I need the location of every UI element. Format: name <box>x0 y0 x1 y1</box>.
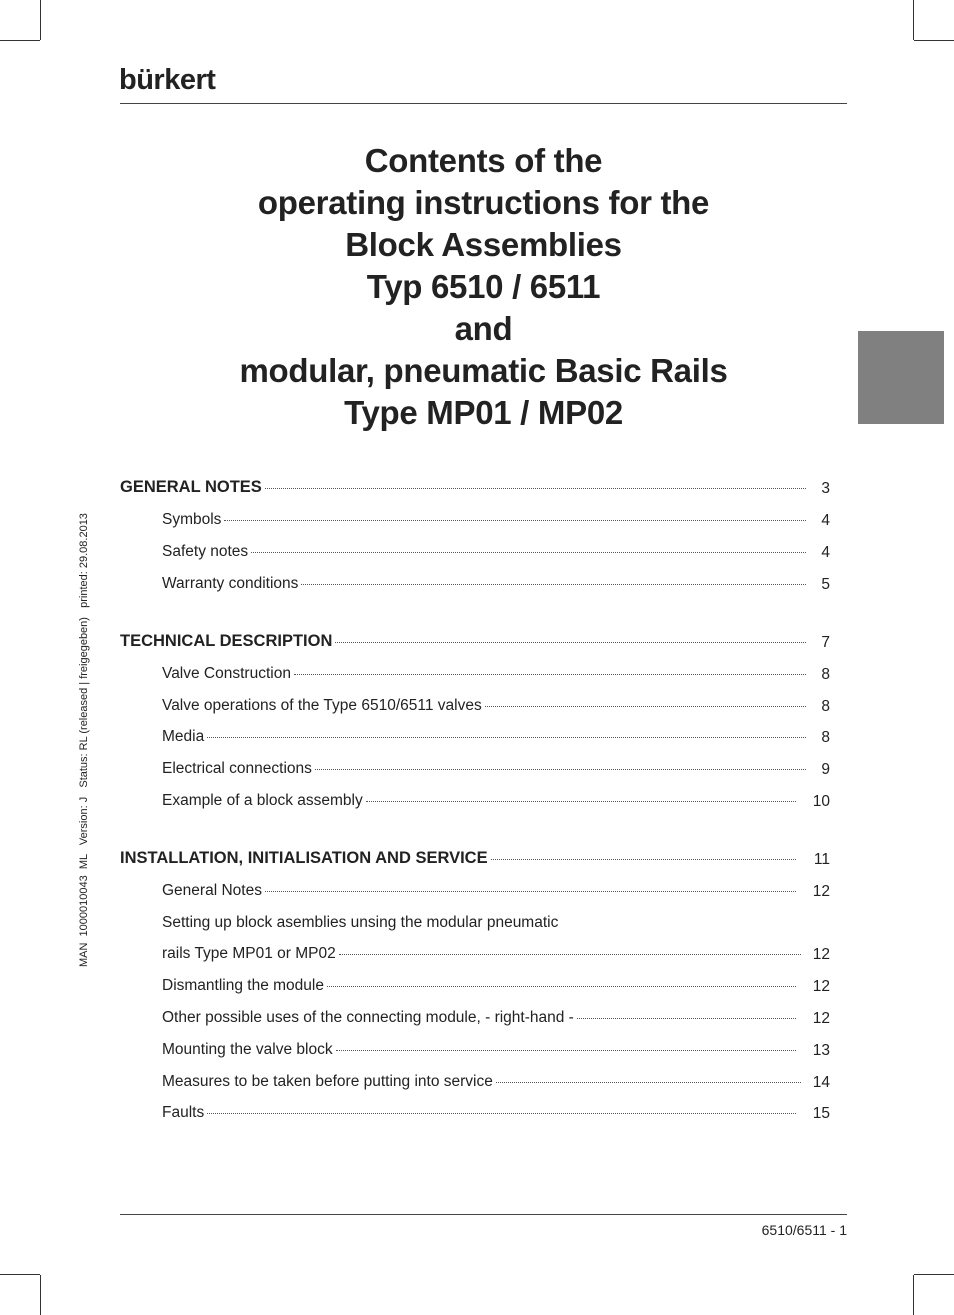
dot-leader <box>335 642 806 643</box>
toc-page-number: 8 <box>821 666 830 683</box>
toc-item-valve-construction[interactable] <box>162 665 809 683</box>
toc-item-label: Electrical connections <box>162 760 312 777</box>
toc-item-dismantling-module[interactable] <box>162 977 799 995</box>
toc-page-number: 9 <box>821 761 830 778</box>
toc-page-number: 4 <box>821 544 830 561</box>
toc-item-setting-up-block-assemblies[interactable] <box>162 945 804 963</box>
dot-leader <box>265 891 796 892</box>
toc-page-number: 12 <box>812 1010 830 1027</box>
crop-mark <box>40 1275 41 1315</box>
toc-page-number: 14 <box>812 1074 830 1091</box>
dot-leader <box>301 584 806 585</box>
dot-leader <box>485 706 806 707</box>
toc-item-faults[interactable] <box>162 1104 799 1122</box>
crop-mark <box>40 0 41 40</box>
toc-item-valve-operations[interactable] <box>162 697 809 715</box>
toc-item-label[interactable]: Setting up block asemblies unsing the modular pneumatic <box>162 914 559 931</box>
toc-item-label: Media <box>162 728 205 745</box>
crop-mark <box>914 40 954 41</box>
toc-item-warranty-conditions[interactable] <box>162 575 809 593</box>
toc-page-number: 7 <box>821 634 830 651</box>
toc-item-general-notes[interactable] <box>162 882 799 900</box>
toc-item-connecting-module-uses[interactable] <box>162 1009 799 1027</box>
dot-leader <box>327 986 796 987</box>
toc-section-title: GENERAL NOTES <box>120 478 262 496</box>
title-line: modular, pneumatic Basic Rails <box>239 352 728 389</box>
toc-item-label: Mounting the valve block <box>162 1041 333 1058</box>
toc-item-label: Safety notes <box>162 543 249 560</box>
title-line: and <box>454 310 513 347</box>
toc-item-block-assembly-example[interactable] <box>162 792 799 810</box>
dot-leader <box>366 801 796 802</box>
toc-item-symbols[interactable] <box>162 511 809 529</box>
burkert-logo: bürkert <box>119 64 216 96</box>
page-footer: 6510/6511 - 1 <box>761 1222 847 1238</box>
toc-page-number: 13 <box>812 1042 830 1059</box>
document-status-text: MAN 1000010043 ML Version: J Status: RL (released | freigegeben) printed: 29.08.2013 <box>78 513 90 967</box>
header-rule <box>120 103 847 104</box>
dot-leader <box>339 954 801 955</box>
title-line: Contents of the <box>364 142 603 179</box>
toc-section-technical-description[interactable] <box>120 632 809 651</box>
dot-leader <box>294 674 806 675</box>
toc-page-number: 12 <box>812 883 830 900</box>
toc-section-installation[interactable] <box>120 849 799 868</box>
toc-item-label: Measures to be taken before putting into service <box>162 1073 493 1090</box>
title-line: Typ 6510 / 6511 <box>366 268 601 305</box>
toc-item-label: Valve Construction <box>162 665 291 682</box>
dot-leader <box>315 769 806 770</box>
crop-mark <box>0 40 40 41</box>
crop-mark <box>913 0 914 40</box>
dot-leader <box>496 1082 801 1083</box>
toc-item-label: Symbols <box>162 511 222 528</box>
toc-page-number: 8 <box>821 729 830 746</box>
toc-item-label: Dismantling the module <box>162 977 324 994</box>
crop-mark <box>914 1274 954 1275</box>
dot-leader <box>207 1113 796 1114</box>
dot-leader <box>207 737 806 738</box>
toc-item-media[interactable] <box>162 728 809 746</box>
dot-leader <box>336 1050 796 1051</box>
dot-leader <box>577 1018 796 1019</box>
footer-rule <box>120 1214 847 1215</box>
toc-item-measures-before-service[interactable] <box>162 1073 804 1091</box>
toc-item-electrical-connections[interactable] <box>162 760 809 778</box>
dot-leader <box>224 520 806 521</box>
toc-page-number: 11 <box>813 851 830 868</box>
title-line: operating instructions for the <box>257 184 710 221</box>
dot-leader <box>491 859 796 860</box>
toc-item-label: Example of a block assembly <box>162 792 363 809</box>
toc-section-title: TECHNICAL DESCRIPTION <box>120 632 333 650</box>
document-title <box>120 140 847 434</box>
toc-item-label: rails Type MP01 or MP02 <box>162 945 336 962</box>
toc-page-number: 15 <box>812 1105 830 1122</box>
title-line: Type MP01 / MP02 <box>344 394 623 431</box>
toc-item-label: Faults <box>162 1104 205 1121</box>
toc-page-number: 3 <box>821 480 830 497</box>
toc-page-number: 5 <box>821 576 830 593</box>
dot-leader <box>265 488 806 489</box>
toc-item-mounting-valve-block[interactable] <box>162 1041 799 1059</box>
dot-leader <box>251 552 806 553</box>
toc-item-label: Other possible uses of the connecting module, - right-hand - <box>162 1009 574 1026</box>
toc-item-safety-notes[interactable] <box>162 543 809 561</box>
toc-page-number: 10 <box>812 793 830 810</box>
crop-mark <box>0 1274 40 1275</box>
toc-page-number: 4 <box>821 512 830 529</box>
toc-section-general-notes[interactable] <box>120 478 809 497</box>
toc-page-number: 12 <box>812 946 830 963</box>
chapter-tab <box>858 331 944 424</box>
toc-item-label: General Notes <box>162 882 262 899</box>
toc-page-number: 12 <box>812 978 830 995</box>
crop-mark <box>913 1275 914 1315</box>
toc-item-label: Valve operations of the Type 6510/6511 valves <box>162 697 482 714</box>
toc-page-number: 8 <box>821 698 830 715</box>
title-line: Block Assemblies <box>345 226 622 263</box>
toc-section-title: INSTALLATION, INITIALISATION AND SERVICE <box>120 849 488 867</box>
toc-item-label: Warranty conditions <box>162 575 299 592</box>
